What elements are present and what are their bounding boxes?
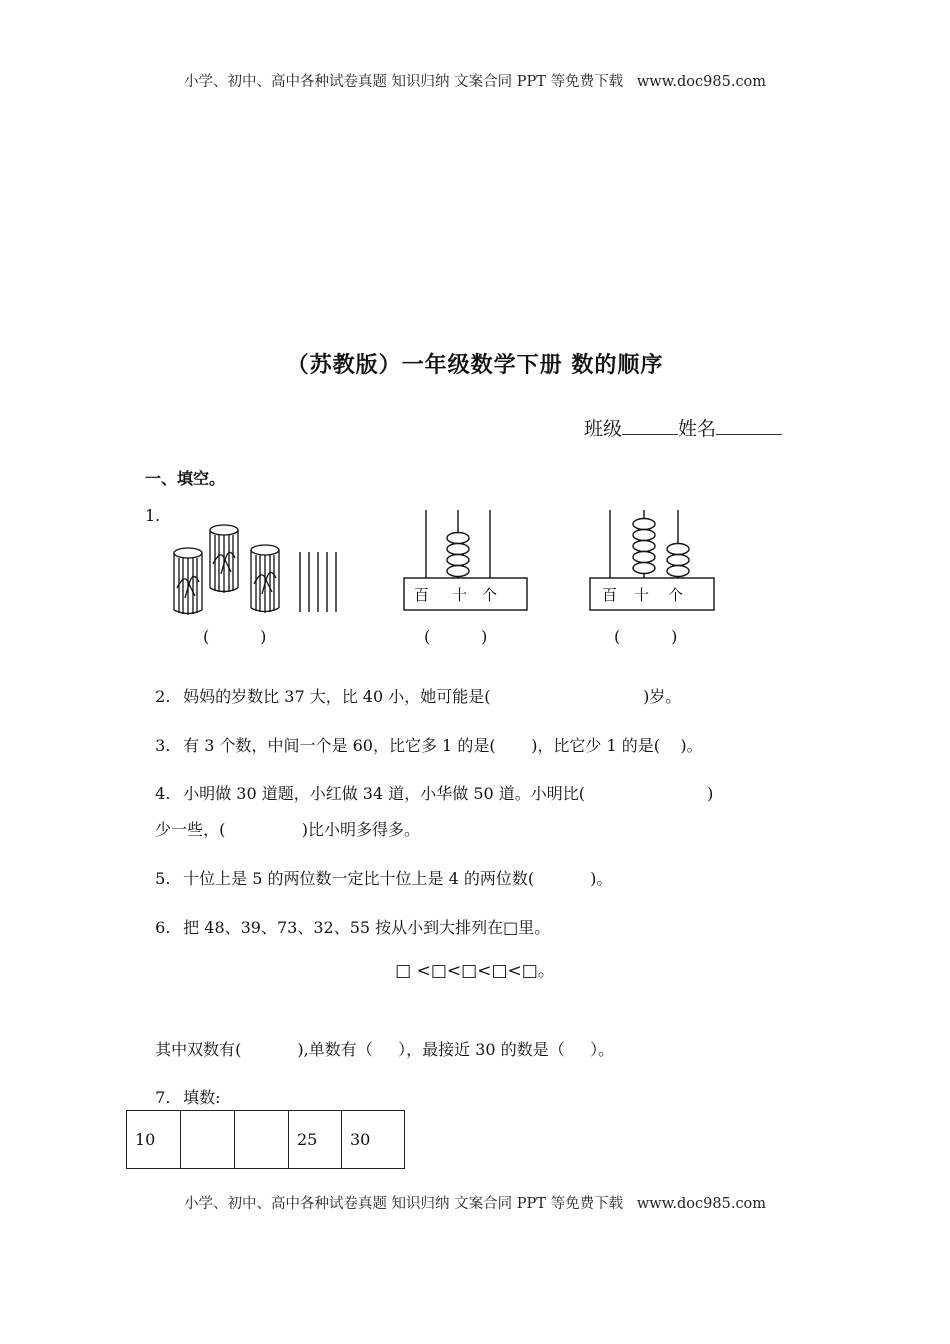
stick-bundle	[210, 525, 238, 593]
q3-blank-2[interactable]	[660, 736, 680, 755]
q4-number: 4.	[155, 784, 171, 803]
table-cell-blank[interactable]	[235, 1111, 289, 1169]
question-6	[145, 896, 550, 938]
table-cell-blank[interactable]	[181, 1111, 235, 1169]
table-cell: 30	[342, 1111, 405, 1169]
q4-line2-a: 少一些，(	[155, 820, 226, 839]
class-name-line	[584, 414, 782, 441]
abacus-label-tens: 十	[634, 586, 650, 604]
bead	[633, 563, 655, 574]
bead	[667, 566, 689, 577]
q7-number: 7.	[155, 1088, 171, 1107]
q1-number: 1.	[145, 506, 161, 525]
q4-line2-b: )比小明多得多。	[301, 820, 420, 839]
q5-number: 5.	[155, 869, 171, 888]
q7-number-table	[126, 1110, 405, 1169]
q6-line3-c: ），最接近 30 的数是（	[398, 1040, 565, 1059]
table-row	[127, 1111, 405, 1169]
loose-sticks	[300, 552, 336, 612]
question-7	[145, 1066, 221, 1108]
bead	[447, 533, 469, 544]
q4-blank-2[interactable]	[225, 820, 301, 839]
q3-text-a: 有 3 个数，中间一个是 60，比它多 1 的是(	[183, 736, 496, 755]
q1-answer-2[interactable]: ( )	[424, 627, 488, 646]
abacus-1	[400, 508, 530, 612]
question-5	[145, 847, 612, 889]
q6-line3-a: 其中双数有(	[155, 1040, 242, 1059]
table-cell: 10	[127, 1111, 181, 1169]
class-label: 班级	[584, 418, 623, 440]
q4-text-a: 小明做 30 道题，小红做 34 道，小华做 50 道。小明比(	[183, 784, 586, 803]
q6-boxes-line[interactable]: □ <□<□<□<□。	[395, 961, 555, 981]
bead	[447, 566, 469, 577]
page-title: （苏教版）一年级数学下册 数的顺序	[286, 353, 664, 378]
q3-text-c: )。	[680, 736, 703, 755]
q5-text-b: )。	[590, 869, 613, 888]
table-cell: 25	[289, 1111, 342, 1169]
page-header: 小学、初中、高中各种试卷真题 知识归纳 文案合同 PPT 等免费下载 www.doc985.com	[183, 74, 767, 90]
abacus-label-hundreds: 百	[602, 586, 618, 604]
q3-blank-1[interactable]	[496, 736, 532, 755]
stick-bundle	[251, 545, 279, 613]
q6-blank-even[interactable]	[241, 1040, 297, 1059]
q2-blank[interactable]	[490, 687, 643, 706]
q1-answer-1[interactable]: ( )	[203, 627, 267, 646]
bead	[633, 552, 655, 563]
question-2	[145, 665, 681, 707]
question-4-line-2	[145, 798, 420, 840]
q3-number: 3.	[155, 736, 171, 755]
stick-bundles-figure	[165, 520, 350, 620]
q1-answer-3[interactable]: ( )	[614, 627, 678, 646]
page-footer: 小学、初中、高中各种试卷真题 知识归纳 文案合同 PPT 等免费下载 www.doc985.com	[183, 1196, 767, 1212]
bead	[667, 544, 689, 555]
question-3	[145, 714, 703, 756]
stick-bundle	[174, 548, 202, 615]
q6-number: 6.	[155, 918, 171, 937]
q4-text-b: )	[707, 784, 714, 803]
name-label: 姓名	[678, 418, 717, 440]
q2-text-b: )岁。	[643, 687, 682, 706]
bead	[447, 544, 469, 555]
abacus-label-ones: 个	[482, 586, 498, 604]
q5-text-a: 十位上是 5 的两位数一定比十位上是 4 的两位数(	[183, 869, 535, 888]
q6-text: 把 48、39、73、32、55 按从小到大排列在□里。	[183, 918, 551, 937]
q3-text-b: )，比它少 1 的是(	[531, 736, 661, 755]
bead	[633, 530, 655, 541]
q4-blank-1[interactable]	[585, 784, 707, 803]
q6-line3-d: ）。	[590, 1040, 615, 1059]
q5-blank[interactable]	[534, 869, 590, 888]
bead	[633, 519, 655, 530]
bead	[447, 555, 469, 566]
q2-text-a: 妈妈的岁数比 37 大，比 40 小，她可能是(	[183, 687, 491, 706]
q6-line3-b: ),单数有（	[297, 1040, 373, 1059]
class-blank[interactable]	[622, 416, 678, 435]
q6-blank-closest[interactable]	[565, 1040, 590, 1059]
q2-number: 2.	[155, 687, 171, 706]
section-heading: 一、填空。	[145, 469, 226, 488]
abacus-label-ones: 个	[668, 586, 684, 604]
q6-line-3	[145, 1018, 614, 1060]
name-blank[interactable]	[716, 416, 782, 435]
abacus-label-tens: 十	[452, 586, 468, 604]
abacus-label-hundreds: 百	[414, 586, 430, 604]
abacus-2	[588, 508, 718, 612]
q7-text: 填数:	[183, 1088, 221, 1107]
bead	[633, 541, 655, 552]
q6-blank-odd[interactable]	[373, 1040, 398, 1059]
bead	[667, 555, 689, 566]
